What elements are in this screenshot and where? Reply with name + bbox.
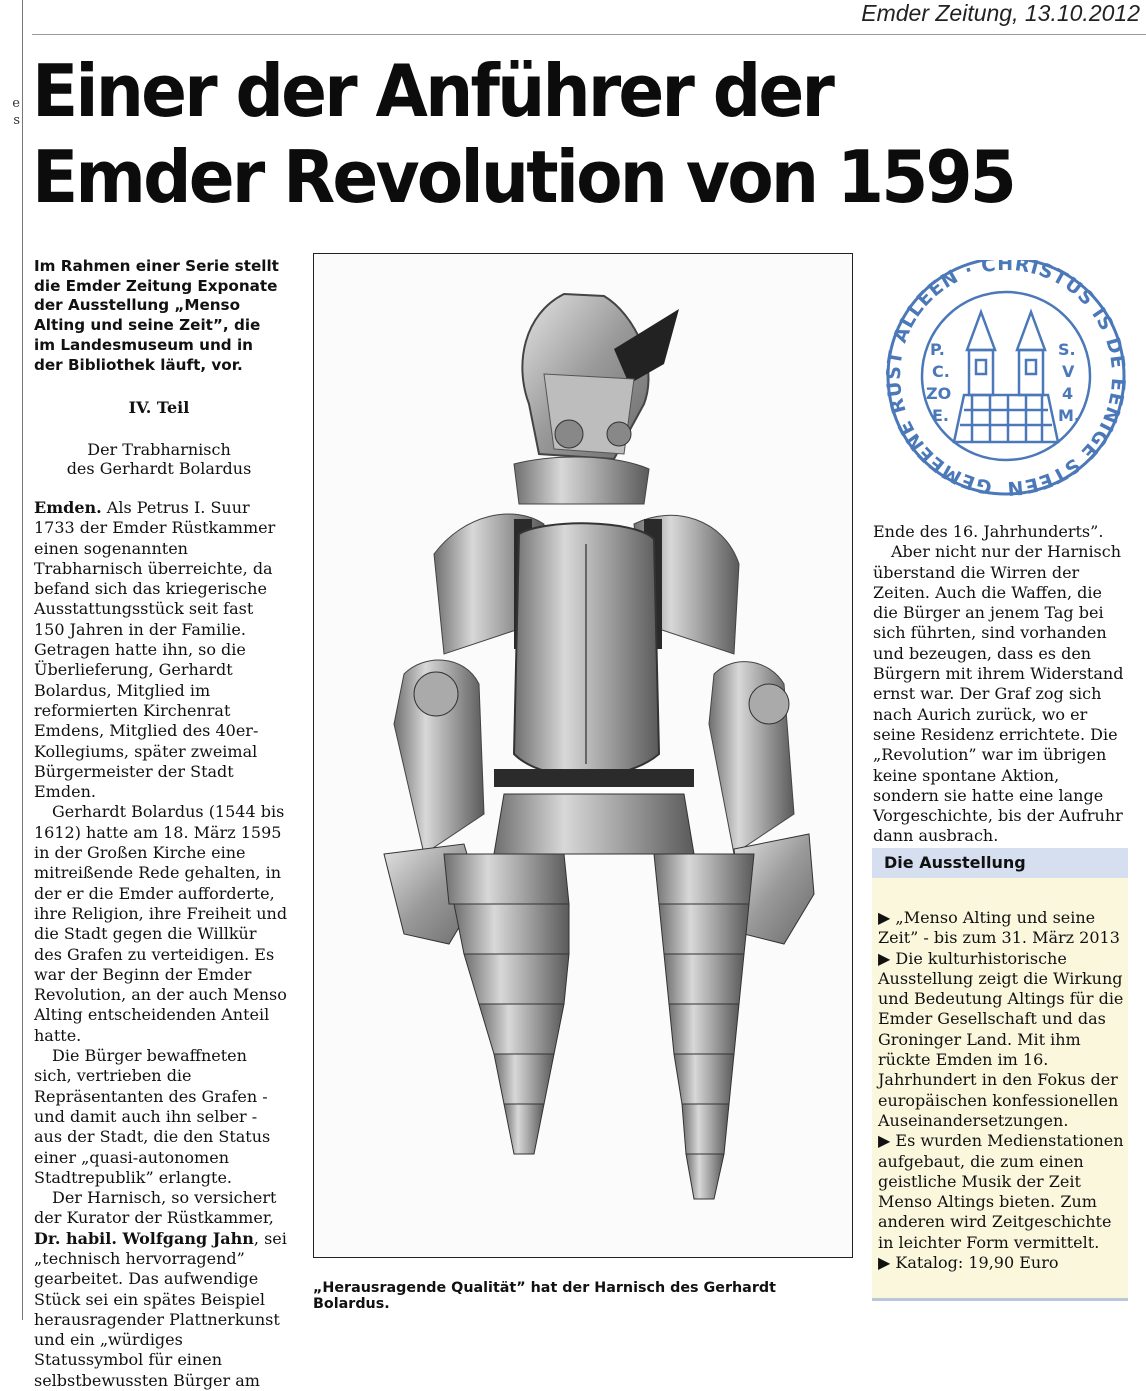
- subtitle: [34, 440, 284, 478]
- intro-text: Im Rahmen einer Serie stellt die Emder Zeitung Exponate der Ausstellung „Menso Alting und seine Zeit”, die im Landesmuseum und in der Bibliothek läuft, vor.: [34, 257, 279, 374]
- body-column-3: [873, 522, 1127, 847]
- paragraph-3: Die Bürger bewaffneten sich, vertrieben die Repräsentanten des Grafen - und damit auch ihn selber - aus der Stadt, die den Status einer „quasi-autonomen Stadtrepublik” erlangte.: [34, 1046, 271, 1187]
- svg-text:V: V: [1062, 362, 1075, 381]
- left-column-rule: [22, 0, 23, 1320]
- paragraph-4-end: Ende des 16. Jahrhunderts”.: [873, 522, 1104, 541]
- curator-name: Dr. habil. Wolfgang Jahn: [34, 1228, 254, 1248]
- info-box-title: Die Ausstellung: [872, 848, 1128, 878]
- city-seal: [872, 260, 1140, 500]
- svg-text:P.: P.: [930, 340, 945, 359]
- svg-text:E.: E.: [932, 406, 950, 425]
- svg-text:GEMEENE RUST ALLEEN · CHRISTUS: GEMEENE RUST ALLEEN · CHRISTUS IS DE EENIGE STEEN: [882, 260, 1130, 500]
- triangle-bullet-icon: ▶: [878, 1253, 891, 1273]
- masthead: Emder Zeitung, 13.10.2012: [861, 0, 1140, 26]
- info-box-body: [878, 908, 1126, 1273]
- paragraph-1: Emden. Als Petrus I. Suur 1733 der Emder Rüstkammer einen sogenannten Trabharnisch überreichte, da befand sich das kriegerische Ausstattungsstück seit fast 150 Jahren in der Familie. Getragen hatte ihn, so die Überlieferung, Gerhardt Bolardus, Mitglied im reformierten Kirchenrat Emdens, Mitglied des 40er-Kollegiums, später zweimal Bürgermeister der Stadt Emden.: [34, 498, 276, 802]
- subtitle-line-1: Der Trabharnisch: [87, 440, 231, 459]
- neighbor-column-fragment: e s: [12, 96, 20, 128]
- paragraph-4: Der Harnisch, so versichert der Kurator der Rüstkammer, Dr. habil. Wolfgang Jahn, sei „technisch hervorragend” gearbeitet. Das aufwendige Stück sei ein spätes Beispiel herausragender Plattnerkunst und ein „würdiges Statussymbol für einen selbstbewussten Bürger am: [34, 1188, 287, 1390]
- triangle-bullet-icon: ▶: [878, 948, 891, 968]
- svg-text:C.: C.: [932, 362, 950, 381]
- series-part: IV. Teil: [128, 398, 190, 417]
- info-box: [872, 848, 1128, 1301]
- triangle-bullet-icon: ▶: [878, 1131, 891, 1151]
- info-item: ▶ Katalog: 19,90 Euro: [878, 1253, 1059, 1273]
- seal-stamp-icon: [872, 260, 1140, 500]
- info-item: ▶ „Menso Alting und seine Zeit” - bis zum 31. März 2013: [878, 908, 1120, 948]
- body-column-1: [34, 498, 288, 1391]
- triangle-bullet-icon: ▶: [878, 908, 891, 927]
- headline: [32, 48, 1075, 220]
- info-item: ▶ Es wurden Medienstationen aufgebaut, die zum einen geistliche Musik der Zeit Menso Altings bieten. Zum anderen wird Zeitgeschichte in leichter Form vermittelt.: [878, 1131, 1124, 1252]
- armor-illustration: [314, 254, 852, 1257]
- paragraph-2: Gerhardt Bolardus (1544 bis 1612) hatte am 18. März 1595 in der Großen Kirche eine mitreißende Rede gehalten, in der er die Emder aufforderte, ihre Religion, ihre Freiheit und die Stadt gegen die Willkür des Grafen zu verteidigen. Es war der Beginn der Emder Revolution, an der auch Menso Alting entscheidenden Anteil hatte.: [34, 802, 288, 1045]
- dateline: Emden.: [34, 498, 102, 517]
- headline-line-2: Emder Revolution von 1595: [32, 135, 1015, 219]
- masthead-rule: [32, 34, 1146, 35]
- paragraph-5: Aber nicht nur der Harnisch überstand die Wirren der Zeiten. Auch die Waffen, die die Bürger an jenem Tag bei sich führten, sind vorhanden und bezeugen, dass es den Bürgern mit ihrem Widerstand ernst war. Der Graf zog sich nach Aurich zurück, wo er seine Residenz errichtete. Die „Revolution” war im übrigen keine spontane Aktion, sondern sie hatte eine lange Vorgeschichte, bis der Aufruhr dann ausbrach.: [873, 542, 1124, 846]
- svg-text:M.: M.: [1058, 406, 1080, 425]
- svg-text:S.: S.: [1058, 340, 1076, 359]
- photo-caption: „Herausragende Qualität” hat der Harnisch des Gerhardt Bolardus.: [313, 1280, 776, 1312]
- info-item: ▶ Die kulturhistorische Ausstellung zeigt die Wirkung und Bedeutung Altings für die Emder Gesellschaft und das Groninger Land. Mit ihm rückte Emden im 16. Jahrhundert in den Fokus der europäischen konfessionellen Auseinandersetzungen.: [878, 948, 1124, 1130]
- armor-photo: [313, 253, 853, 1258]
- subtitle-line-2: des Gerhardt Bolardus: [66, 459, 252, 478]
- svg-text:4: 4: [1062, 384, 1074, 403]
- svg-text:ZO: ZO: [926, 384, 952, 403]
- headline-line-1: Einer der Anführer der: [32, 49, 833, 133]
